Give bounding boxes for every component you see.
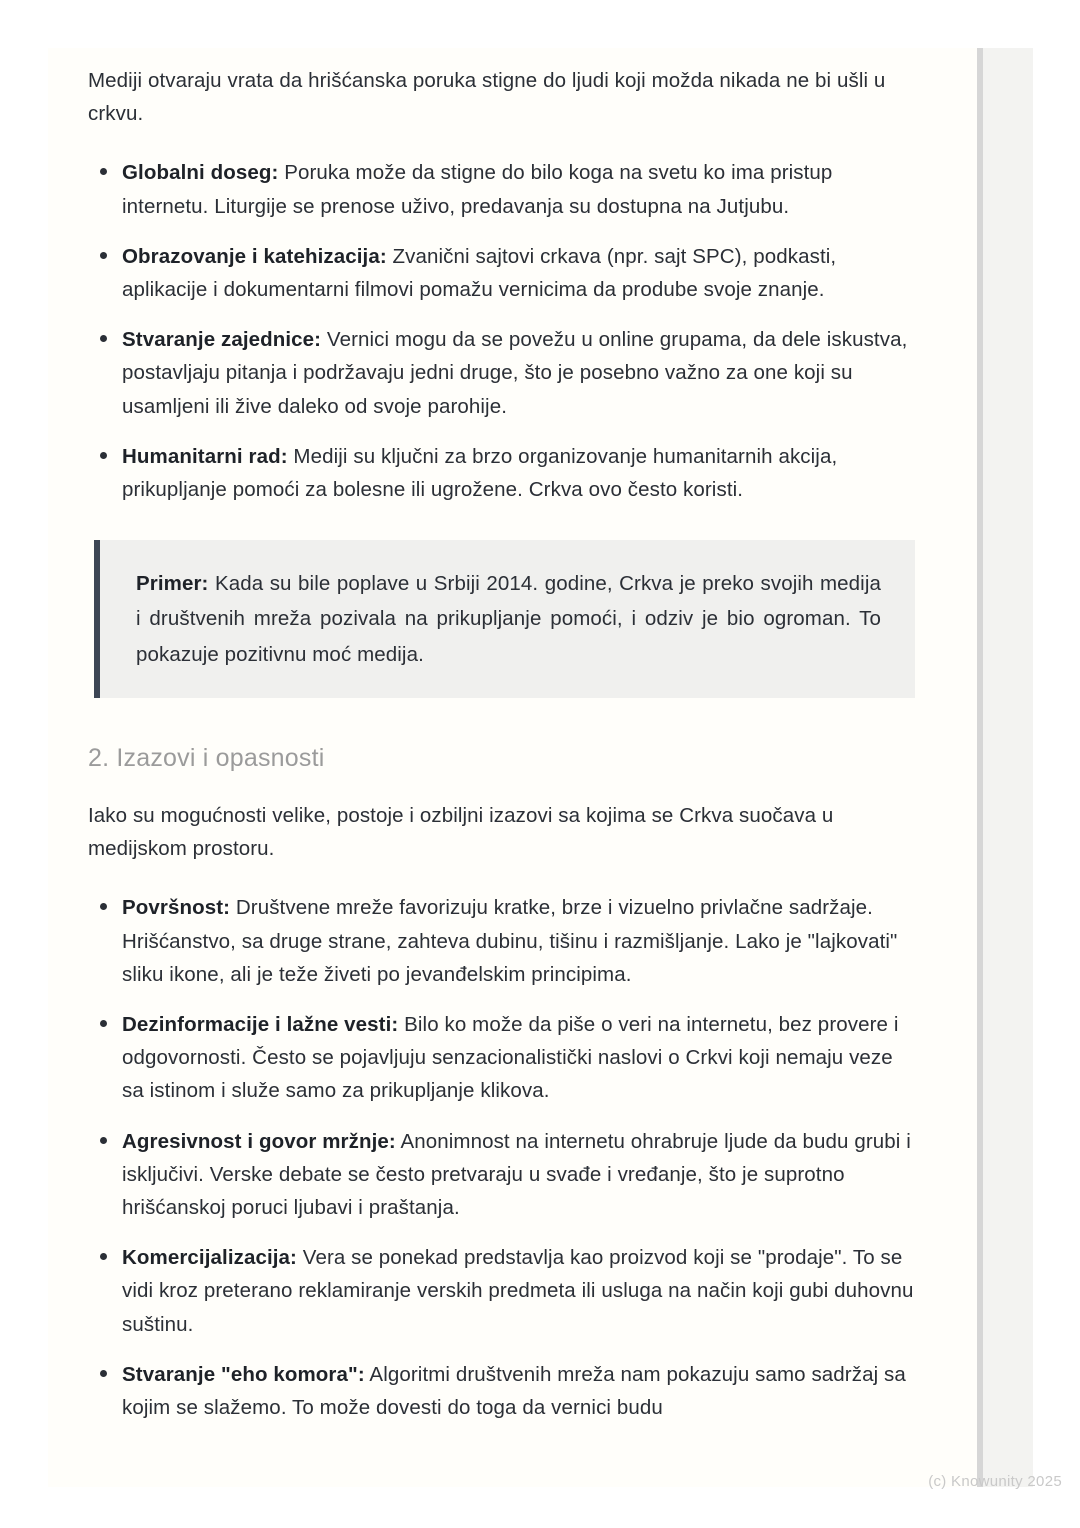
list-item-text: Anonimnost na internetu ohrabruje ljude da budu grubi i isključivi. Verske debate se često pretvaraju u svađe i vređanje, što je suprotno hrišćanskoj poruci ljubavi i praštanja. [122, 1129, 911, 1220]
list-item [122, 240, 915, 306]
list-item-lead: Površnost: [122, 896, 231, 920]
page-side-panel [977, 48, 1033, 1487]
list-item-lead: Agresivnost i govor mržnje: [122, 1129, 396, 1153]
section-heading: 2. Izazovi i opasnosti [88, 743, 325, 772]
list-item-text: Mediji su ključni za brzo organizovanje humanitarnih akcija, prikupljanje pomoći za bolesne ili ugrožene. Crkva ovo često koristi. [122, 444, 838, 502]
opportunities-list [88, 156, 915, 506]
list-item [122, 1241, 915, 1341]
challenges-list [88, 891, 915, 1424]
copyright-watermark: (c) Knowunity 2025 [928, 1473, 1062, 1490]
list-item [122, 440, 915, 506]
list-item-text: Poruka može da stigne do bilo koga na svetu ko ima pristup internetu. Liturgije se prenose uživo, predavanja su dostupna na Jutjubu. [122, 161, 833, 218]
list-item [122, 156, 915, 222]
callout-lead: Primer: [136, 572, 209, 596]
list-item-text: Vera se ponekad predstavlja kao proizvod koji se "prodaje". To se vidi kroz preterano reklamiranje verskih predmeta ili usluga na način koji gubi duhovnu suštinu. [122, 1246, 914, 1336]
list-item-text: Zvanični sajtovi crkava (npr. sajt SPC), podkasti, aplikacije i dokumentarni filmovi pomažu vernicima da produbе svoje znanje. [122, 244, 837, 302]
list-item [122, 323, 915, 423]
list-item-lead: Dezinformacije i lažne vesti: [122, 1013, 399, 1036]
list-item [122, 1008, 915, 1108]
list-item-lead: Globalni doseg: [122, 161, 279, 185]
example-callout [94, 540, 915, 698]
list-item-text: Društvene mreže favorizuju kratke, brze i vizuelno privlačne sadržaje. Hrišćanstvo, sa druge strane, zahteva dubinu, tišinu i razmišljanje. Lako je "lajkovati" sliku ikone, ali je teže živeti po jevanđelskim principima. [122, 896, 898, 986]
list-item-text: Vernici mogu da se povežu u online grupama, da dele iskustva, postavljaju pitanja i podržavaju jedni druge, što je posebno važno za one koji su usamljeni ili žive daleko od svoje parohije. [122, 328, 908, 418]
list-item-text: Bilo ko može da piše o veri na internetu, bez provere i odgovornosti. Često se pojavljuju senzacionalistički naslovi o Crkvi koji nemaju veze sa istinom i služe samo za prikupljanje klikova. [122, 1013, 899, 1103]
section2-paragraph: Iako su mogućnosti velike, postoje i ozbiljni izazovi sa kojima se Crkva suočava u medijskom prostoru. [88, 803, 834, 861]
callout-text: Kada su bile poplave u Srbiji 2014. godine, Crkva je preko svojih medija i društvenih mreža pozivala na prikupljanje pomoći, i odziv je bio ogroman. To pokazuje pozitivnu moć medija. [136, 572, 881, 666]
list-item-lead: Stvaranje "eho komora": [122, 1362, 365, 1386]
list-item-lead: Komercijalizacija: [122, 1246, 297, 1270]
list-item-lead: Obrazovanje i katehizacija: [122, 244, 387, 268]
list-item [122, 1358, 915, 1424]
page-content [48, 48, 977, 1424]
list-item-lead: Humanitarni rad: [122, 444, 288, 468]
list-item-text: Algoritmi društvenih mreža nam pokazuju samo sadržaj sa kojim se slažemo. To može dovesti do toga da vernici budu [122, 1362, 906, 1420]
list-item [122, 1125, 915, 1225]
intro-paragraph: Mediji otvaraju vrata da hrišćanska poruka stigne do ljudi koji možda nikada ne bi ušli u crkvu. [88, 69, 886, 126]
callout-paragraph [136, 566, 881, 672]
list-item-lead: Stvaranje zajednice: [122, 328, 322, 352]
list-item [122, 891, 915, 991]
document-page [48, 48, 977, 1487]
